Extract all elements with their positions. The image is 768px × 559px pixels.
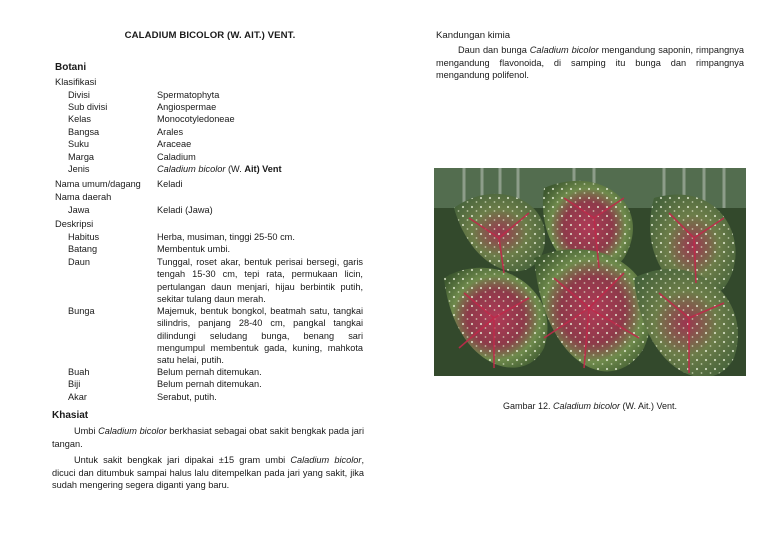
figure-caption	[436, 401, 744, 413]
klasifikasi-label: Bangsa	[68, 127, 100, 137]
jenis-label: Jenis	[68, 164, 90, 174]
habitus-label: Habitus	[68, 232, 100, 242]
khasiat-paragraph-1	[52, 425, 364, 450]
habitus-value: Herba, musiman, tinggi 25-50 cm.	[157, 232, 295, 242]
deskripsi-heading: Deskripsi	[55, 219, 94, 229]
bunga-value: Majemuk, bentuk bongkol, beatmah satu, tangkai silindris, panjang 28-40 cm, pangkal tangkai dilindungi seludang bunga, benang sari mengumpul membentuk gada, kuning, mahkota satu helai, putih.	[157, 306, 363, 366]
khasiat-p1-post: berkhasiat sebagai obat sakit bengkak pada jari tangan.	[52, 426, 364, 449]
nama-umum-value: Keladi	[157, 179, 183, 189]
klasifikasi-value: Araceae	[157, 139, 192, 149]
khasiat-paragraph-2	[52, 454, 364, 492]
kandungan-italic: Caladium bicolor	[529, 45, 599, 55]
botani-heading: Botani	[55, 62, 87, 73]
akar-label: Akar	[68, 392, 87, 402]
buah-value: Belum pernah ditemukan.	[157, 367, 262, 377]
khasiat-p2-post: , dicuci dan ditumbuk sampai halus lalu ditempelkan pada jari yang sakit, jika sudah mengering segera diganti yang baru.	[52, 455, 364, 491]
khasiat-p1-italic: Caladium bicolor	[98, 426, 167, 436]
nama-umum-label: Nama umum/dagang	[55, 179, 141, 189]
kandungan-pre: Daun dan bunga	[458, 45, 530, 55]
nama-daerah-heading: Nama daerah	[55, 192, 112, 202]
right-page	[400, 0, 768, 559]
klasifikasi-value: Monocotyledoneae	[157, 114, 235, 124]
buah-label: Buah	[68, 367, 90, 377]
caption-italic: Caladium bicolor	[552, 401, 621, 411]
page-title: CALADIUM BICOLOR (W. AIT.) VENT.	[124, 30, 296, 41]
kandungan-post: mengandung saponin, rimpangnya mengandung flavonoida, di samping itu bunga dan rimpangnya mengandung polifenol.	[436, 45, 744, 81]
caladium-leaves-illustration	[434, 168, 746, 376]
klasifikasi-value: Spermatophyta	[157, 90, 220, 100]
akar-value: Serabut, putih.	[157, 392, 217, 402]
jenis-bold: Ait) Vent	[244, 164, 282, 174]
biji-label: Biji	[68, 379, 81, 389]
kandungan-paragraph	[436, 44, 744, 82]
caption-post: (W. Ait.) Vent.	[620, 401, 678, 411]
jawa-label: Jawa	[68, 205, 90, 215]
klasifikasi-label: Divisi	[68, 90, 90, 100]
klasifikasi-label: Sub divisi	[68, 102, 108, 112]
jawa-value: Keladi (Jawa)	[157, 205, 213, 215]
khasiat-p2-italic: Caladium bicolor	[290, 455, 362, 465]
klasifikasi-value: Angiospermae	[157, 102, 217, 112]
klasifikasi-label: Suku	[68, 139, 89, 149]
daun-label: Daun	[68, 257, 90, 267]
klasifikasi-label: Marga	[68, 152, 95, 162]
batang-label: Batang	[68, 244, 98, 254]
jenis-mid: (W.	[225, 164, 245, 174]
kandungan-heading: Kandungan kimia	[436, 30, 511, 41]
caption-pre: Gambar 12.	[502, 401, 553, 411]
klasifikasi-value: Arales	[157, 127, 184, 137]
jenis-value	[157, 163, 282, 175]
bunga-label: Bunga	[68, 306, 95, 316]
klasifikasi-value: Caladium	[157, 152, 196, 162]
daun-value: Tunggal, roset akar, bentuk perisai bersegi, garis tengah 15-30 cm, tepi rata, permukaan licin, pertulangan daun menjari, hijau berbintik putih, sekitar tulang daun merah.	[157, 257, 363, 304]
khasiat-p1-pre: Umbi	[74, 426, 99, 436]
klasifikasi-heading: Klasifikasi	[55, 77, 97, 87]
klasifikasi-label: Kelas	[68, 114, 91, 124]
caladium-photo	[434, 168, 746, 376]
khasiat-heading: Khasiat	[52, 410, 89, 421]
jenis-italic: Caladium bicolor	[157, 164, 226, 174]
biji-value: Belum pernah ditemukan.	[157, 379, 262, 389]
batang-value: Membentuk umbi.	[157, 244, 231, 254]
khasiat-p2-pre: Untuk sakit bengkak jari dipakai ±15 gram umbi	[74, 455, 291, 465]
